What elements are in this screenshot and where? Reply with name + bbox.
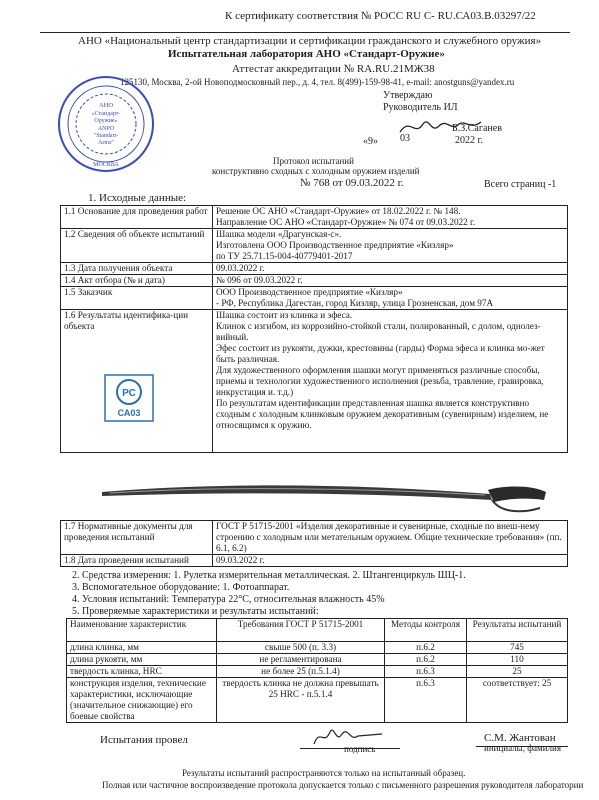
identification-text: Клинок с изгибом, из коррозийно-стойкой стали, полированный, с долом, однолез-вийный.	[216, 321, 541, 342]
table-row	[67, 678, 568, 723]
result-characteristic: длина рукояти, мм	[67, 654, 217, 666]
tester-name-caption: инициалы, фамилия	[484, 743, 561, 753]
mark-letters: РС	[122, 388, 136, 399]
row-value: № 096 от 09.03.2022 г.	[213, 275, 568, 287]
result-requirement: не более 25 (п.5.1.4)	[217, 666, 385, 678]
result-method: п.6.3	[385, 666, 467, 678]
auxiliary-equipment: 3. Вспомогательное оборудование: 1. Фотоаппарат.	[72, 582, 290, 593]
table-row	[67, 654, 568, 666]
mark-code: СА03	[117, 408, 141, 418]
row-value: ООО Производственное предприятие «Кизляр» - РФ, Республика Дагестан, город Кизляр, улица Грозненская, дом 97А	[213, 287, 568, 310]
organization-name: АНО «Национальный центр стандартизации и сертификации гражданского и служебного оружия»	[78, 35, 542, 47]
table-row	[61, 287, 568, 310]
normative-table	[60, 520, 568, 567]
result-method: п.6.3	[385, 678, 467, 723]
protocol-subtitle: конструктивно сходных с холодным оружием изделий	[212, 166, 420, 176]
pages-count: Всего страниц -1	[484, 179, 557, 190]
measuring-tools: 2. Средства измерения: 1. Рулетка измерительная металлическая. 2. Штангенциркуль ШЦ-1.	[72, 570, 466, 581]
certification-mark-icon	[104, 374, 154, 422]
seal-line-5: "Standart-	[93, 133, 119, 139]
identification-text: По результатам идентификации представленная шашка является конструктивно сходным с холодным клинковым оружием декоративным (сувенирным) изделием, не относящимся к оружию.	[216, 398, 549, 430]
approval-year: 2022 г.	[455, 135, 483, 146]
result-characteristic: конструкция изделия, технические характеристики, исключающие (значительное снижающие) его боевые свойства	[67, 678, 217, 723]
seal-line-6: Arms"	[98, 140, 114, 146]
row-value: Шашка модели «Драгунская-с». Изготовлена ООО Производственное предприятие «Кизляр» по ТУ 25.71.15-004-40779401-2017	[213, 229, 568, 263]
signature-caption: подпись	[344, 744, 376, 754]
table-row	[61, 275, 568, 287]
table-row	[67, 666, 568, 678]
table-row	[61, 263, 568, 275]
header-rule	[40, 32, 570, 33]
row-label: 1.8 Дата проведения испытаний	[61, 555, 213, 567]
sabre-photo-icon	[100, 478, 550, 518]
approver-title: Руководитель ИЛ	[383, 102, 458, 113]
seal-line-3: Оружие»	[94, 118, 118, 124]
result-value: 745	[467, 642, 568, 654]
results-heading: 5. Проверяемые характеристики и результаты испытаний:	[72, 606, 319, 617]
result-requirement: свыше 500 (п. 3.3)	[217, 642, 385, 654]
results-table	[66, 618, 568, 723]
table-row	[61, 555, 568, 567]
row-value: 09.03.2022 г.	[213, 263, 568, 275]
seal-line-2: «Стандарт-	[91, 111, 121, 117]
seal-line-4: ANPO	[97, 126, 115, 132]
row-label: 1.3 Дата получения объекта	[61, 263, 213, 275]
identification-text: Эфес состоит из рукояти, дужки, крестовины (гарды) Форма эфеса и клинка мо-жет быть различная.	[216, 343, 545, 364]
result-requirement: твердость клинка не должна превышать 25 HRC - п.5.1.4	[217, 678, 385, 723]
result-characteristic: твердость клинка, HRC	[67, 666, 217, 678]
result-requirement: не регламентирована	[217, 654, 385, 666]
table-row	[61, 206, 568, 229]
row-label: 1.1 Основание для проведения работ	[61, 206, 213, 229]
row-label: 1.5 Заказчик	[61, 287, 213, 310]
laboratory-name: Испытательная лаборатория АНО «Стандарт-Оружие»	[168, 48, 445, 60]
seal-ring-text: МОСКВА	[93, 162, 119, 168]
footer-note-copyright: Полная или частичное воспроизведение протокола допускается только с письменного разрешения руководителя лаборатории	[102, 780, 584, 790]
approver-name: Б.З.Саганев	[452, 123, 502, 134]
address-contacts: 125130, Москва, 2-ой Новоподмосковный пер., д. 4, тел. 8(499)-159-98-41, e-mail: anostguns@yandex.ru	[120, 77, 515, 87]
table-row	[61, 521, 568, 555]
seal-line-1: АНО	[98, 102, 114, 109]
table-row	[61, 229, 568, 263]
identification-text: Шашка состоит из клинка и эфеса.	[216, 310, 353, 320]
result-characteristic: длина клинка, мм	[67, 642, 217, 654]
result-value: соответствует: 25	[467, 678, 568, 723]
column-header: Требования ГОСТ Р 51715-2001	[217, 619, 385, 642]
column-header: Результаты испытаний	[467, 619, 568, 642]
conducted-by-label: Испытания провел	[100, 734, 188, 746]
certificate-reference: К сертификату соответствия № РОСС RU С- RU.СА03.В.03297/22	[225, 10, 536, 22]
result-value: 110	[467, 654, 568, 666]
row-label: 1.2 Сведения об объекте испытаний	[61, 229, 213, 263]
stamp-seal-icon	[56, 74, 156, 174]
column-header: Наименование характеристик	[67, 619, 217, 642]
row-label: 1.6 Результаты идентифика-ции объекта	[61, 310, 213, 453]
row-label: 1.4 Акт отбора (№ и дата)	[61, 275, 213, 287]
result-method: п.6.2	[385, 642, 467, 654]
table-header-row	[67, 619, 568, 642]
approval-day: «9»	[363, 136, 378, 147]
row-value: ГОСТ Р 51715-2001 «Изделия декоративные и сувенирные, сходные по внеш-нему строению с холодным или метательным оружием. Общие технические требования» (пп. 6.1, 6.2)	[213, 521, 568, 555]
test-conditions: 4. Условия испытаний: Температура 22°С, относительная влажность 45%	[72, 594, 385, 605]
table-row	[67, 642, 568, 654]
tester-name: С.М. Жантован	[484, 732, 556, 744]
accreditation-number: Аттестат аккредитации № RA.RU.21МЖ38	[232, 63, 435, 75]
protocol-title: Протокол испытаний	[273, 156, 354, 166]
row-value: Решение ОС АНО «Стандарт-Оружие» от 18.02.2022 г. № 148. Направление ОС АНО «Стандарт-Оружие» № 074 от 09.03.2022 г.	[213, 206, 568, 229]
identification-cell	[213, 310, 568, 453]
footer-note-scope: Результаты испытаний распространяются только на испытанный образец.	[182, 768, 466, 778]
result-value: 25	[467, 666, 568, 678]
result-method: п.6.2	[385, 654, 467, 666]
column-header: Методы контроля	[385, 619, 467, 642]
row-label: 1.7 Нормативные документы для проведения испытаний	[61, 521, 213, 555]
protocol-number: № 768 от 09.03.2022 г.	[300, 177, 404, 189]
section-initial-data: 1. Исходные данные:	[88, 192, 187, 204]
approve-label: Утверждаю	[383, 90, 433, 101]
identification-text: Для художественного оформления шашки могут применяться различные способы, приемы и технологии художественного исполнения (резьба, травление, гравировка, инкрустация и. т.д.)	[216, 365, 544, 397]
row-value: 09.03.2022 г.	[213, 555, 568, 567]
approval-month: 03	[400, 133, 410, 144]
